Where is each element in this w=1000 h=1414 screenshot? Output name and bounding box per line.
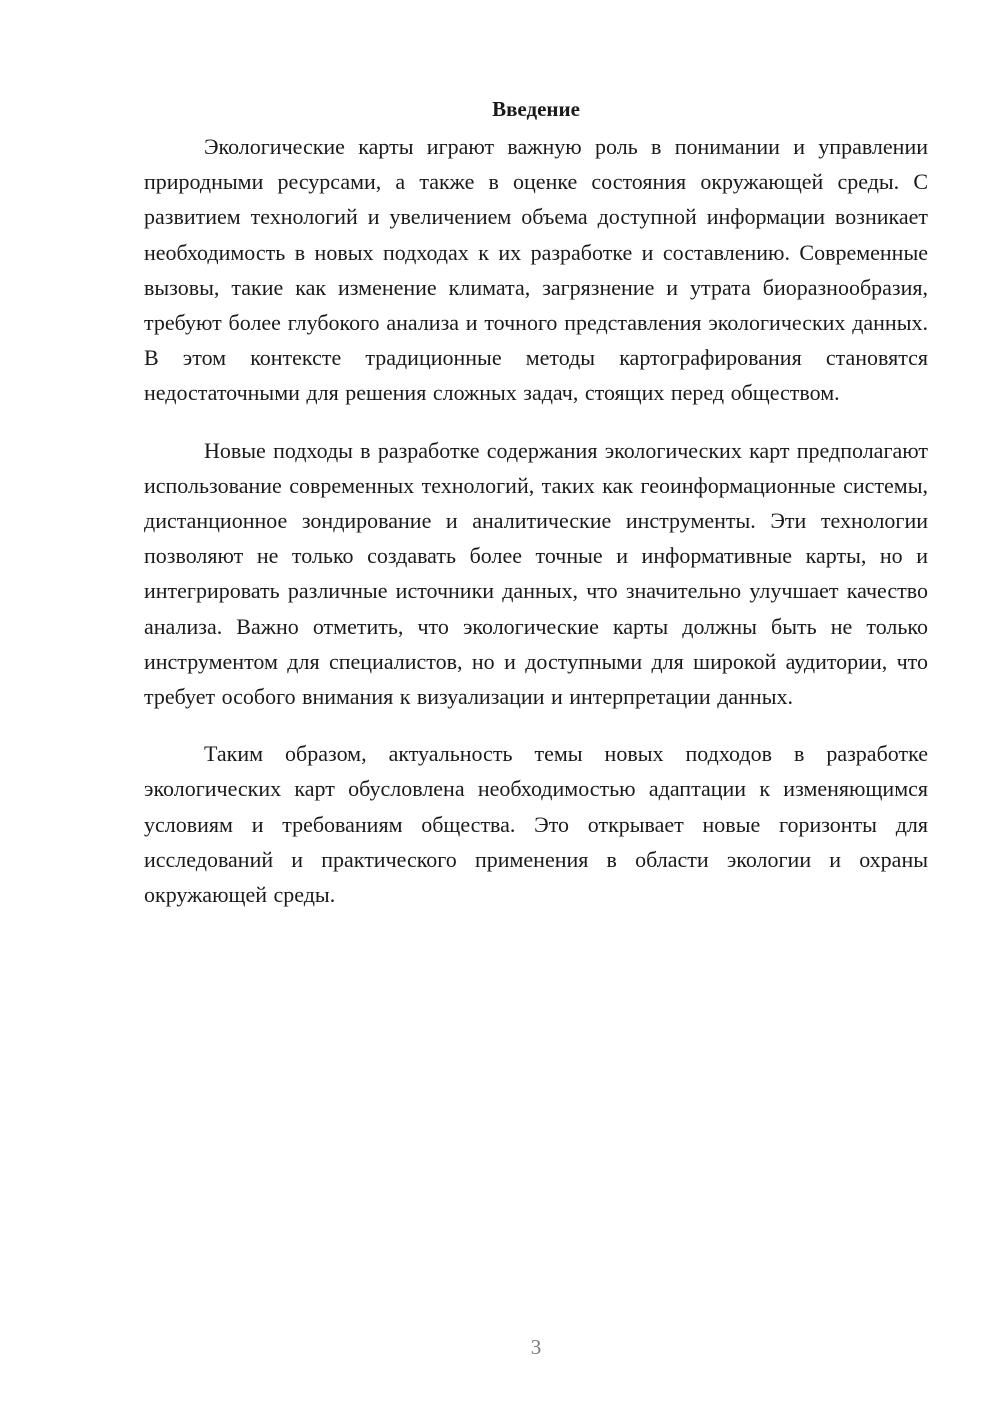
page-number: 3	[530, 1335, 542, 1359]
paragraph-3: Таким образом, актуальность темы новых подходов в разработке экологических карт обусловлена необходимостью адаптации к изменяющимся условиям и требованиям общества. Это открывает новые горизонты для исследований и практического применения в области экологии и охраны окружающей среды.	[144, 741, 928, 908]
paragraph-1: Экологические карты играют важную роль в понимании и управлении природными ресурсами, а также в оценке состояния окружающей среды. С развитием технологий и увеличением объема доступной информации возникает необходимость в новых подходах к их разработке и составлению. Современные вызовы, такие как изменение климата, загрязнение и утрата биоразнообразия, требуют более глубокого анализа и точного представления экологических данных. В этом контексте традиционные методы картографирования становятся недостаточными для решения сложных задач, стоящих перед обществом.	[144, 134, 928, 406]
section-title: Введение	[492, 97, 580, 121]
paragraph-2: Новые подходы в разработке содержания экологических карт предполагают использование современных технологий, таких как геоинформационные системы, дистанционное зондирование и аналитические инструменты. Эти технологии позволяют не только создавать более точные и информативные карты, но и интегрировать различные источники данных, что значительно улучшает качество анализа. Важно отметить, что экологические карты должны быть не только инструментом для специалистов, но и доступными для широкой аудитории, что требует особого внимания к визуализации и интерпретации данных.	[144, 437, 928, 710]
page-content	[144, 92, 928, 934]
